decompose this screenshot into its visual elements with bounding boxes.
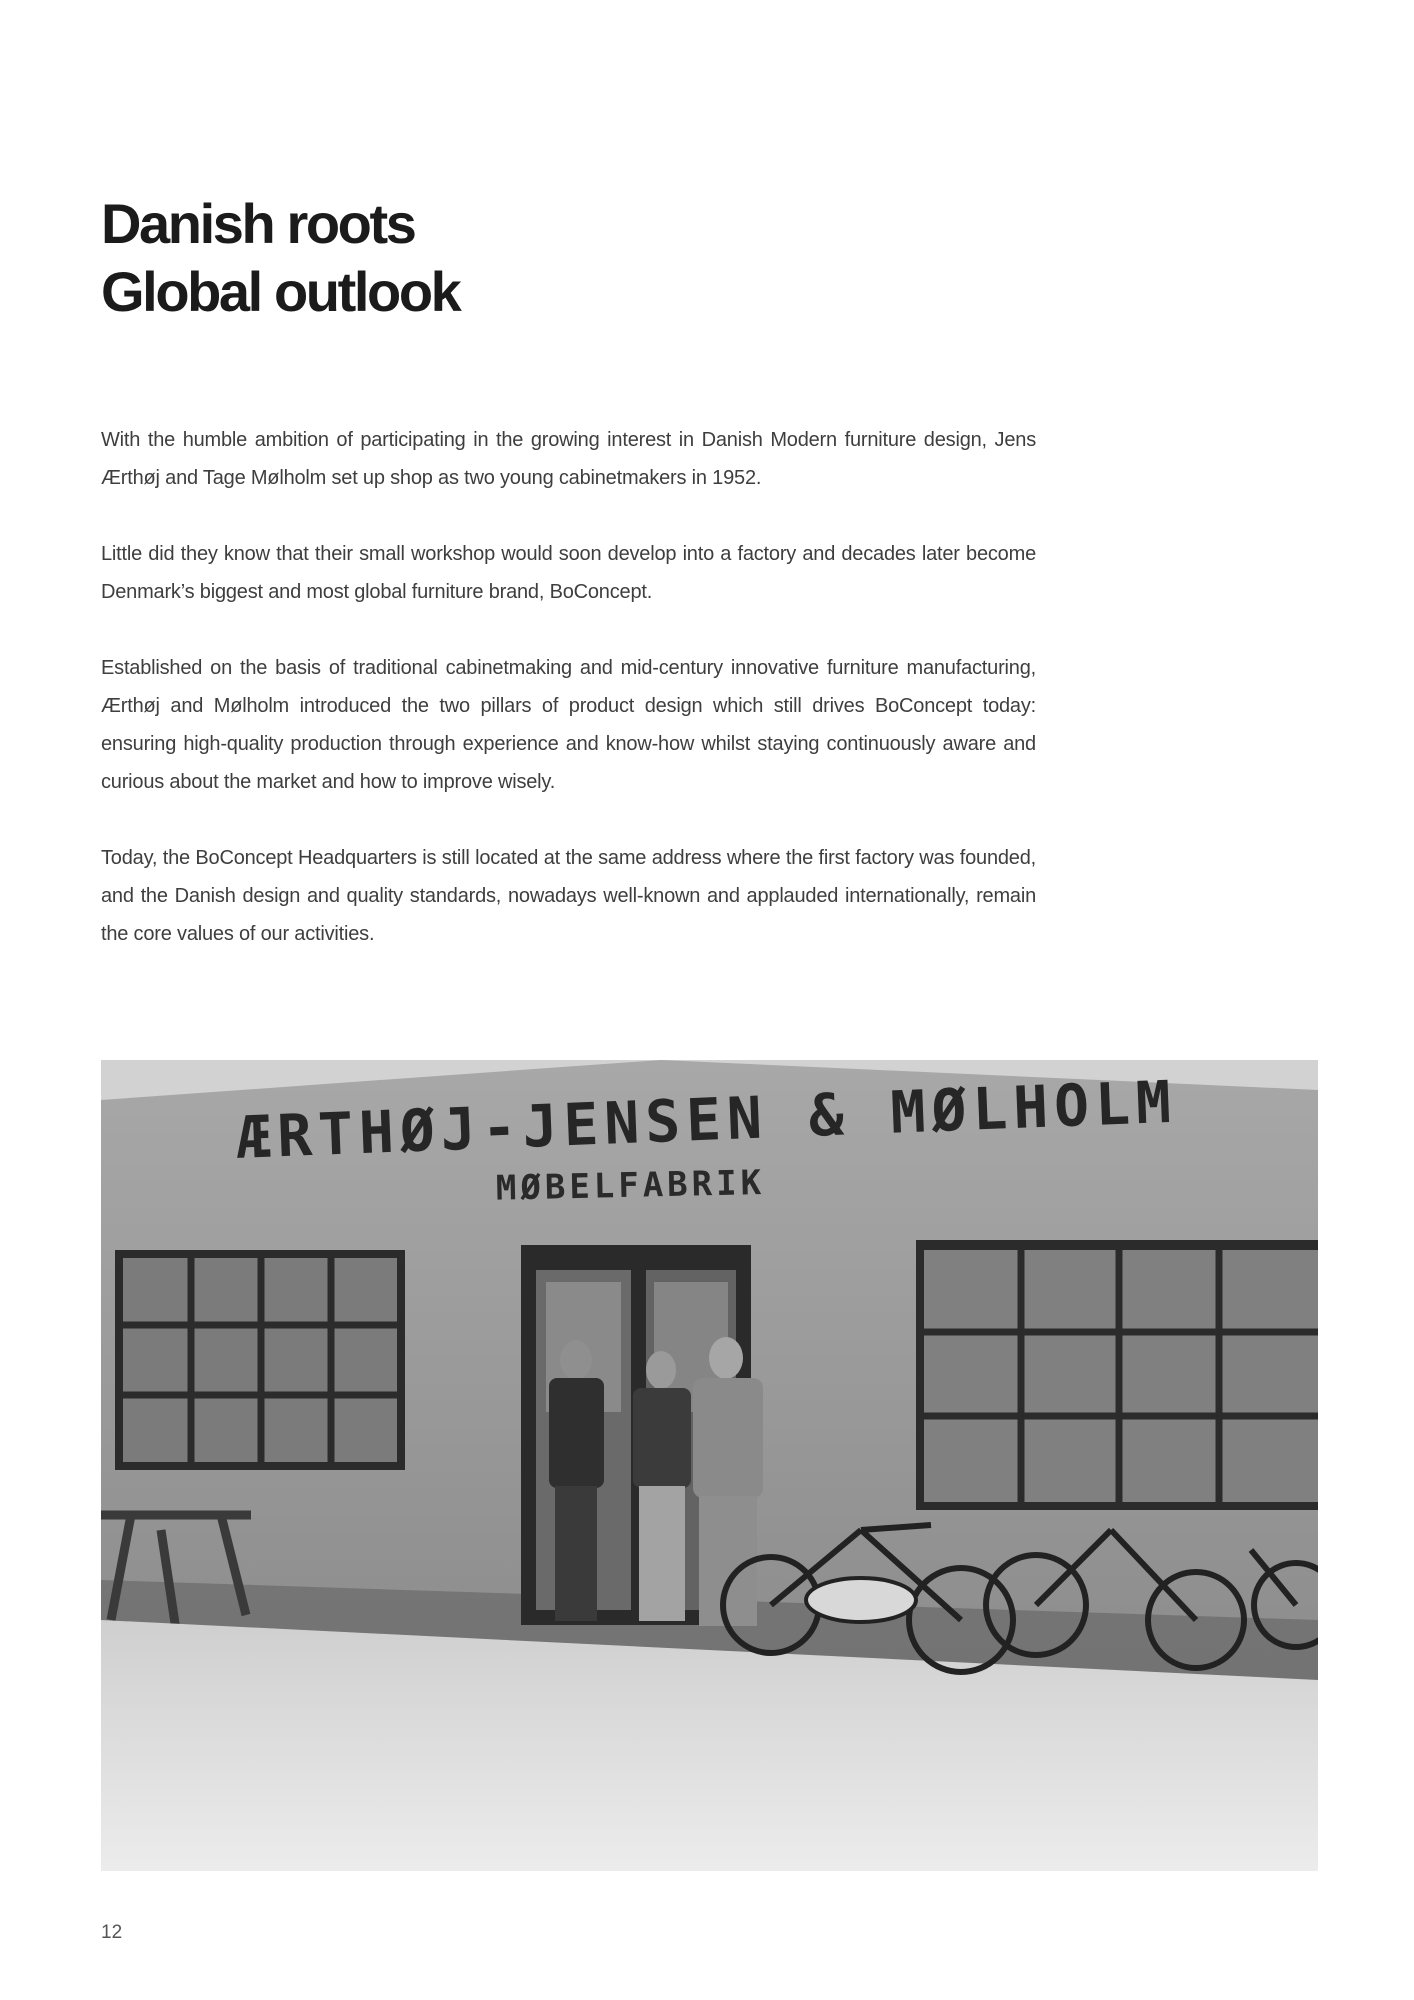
- title-line-2: Global outlook: [101, 260, 460, 323]
- paragraph-2: Little did they know that their small workshop would soon develop into a factory and decades later become Denmark’s biggest and most global furniture brand, BoConcept.: [101, 543, 1036, 603]
- paragraph-4: Today, the BoConcept Headquarters is still located at the same address where the first factory was founded, and the Danish design and quality standards, nowadays well-known and applauded internationally, remain the core values of our activities.: [101, 847, 1036, 945]
- right-window: [916, 1240, 1318, 1510]
- paragraph-3: Established on the basis of traditional cabinetmaking and mid-century innovative furniture manufacturing, Ærthøj and Mølholm introduced the two pillars of product design which still drives BoConcept today: ensuring high-quality production through experience and know-how whilst staying continuously aware and curious about the market and how to improve wisely.: [101, 657, 1036, 793]
- page-title: [101, 190, 459, 326]
- factory-photo-illustration: [101, 1060, 1318, 1871]
- historic-factory-photo: [101, 1060, 1318, 1871]
- moped-body: [806, 1578, 916, 1622]
- sign-sub-text: MØBELFABRIK: [495, 1162, 766, 1209]
- paragraph-1: With the humble ambition of participating in the growing interest in Danish Modern furniture design, Jens Ærthøj and Tage Mølholm set up shop as two young cabinetmakers in 1952.: [101, 429, 1036, 489]
- sign-main-text: ÆRTHØJ-JENSEN & MØLHOLM: [235, 1067, 1179, 1172]
- page-number: 12: [101, 1922, 123, 1943]
- body-text: [101, 421, 1036, 991]
- left-window: [115, 1250, 405, 1470]
- title-line-1: Danish roots: [101, 192, 415, 255]
